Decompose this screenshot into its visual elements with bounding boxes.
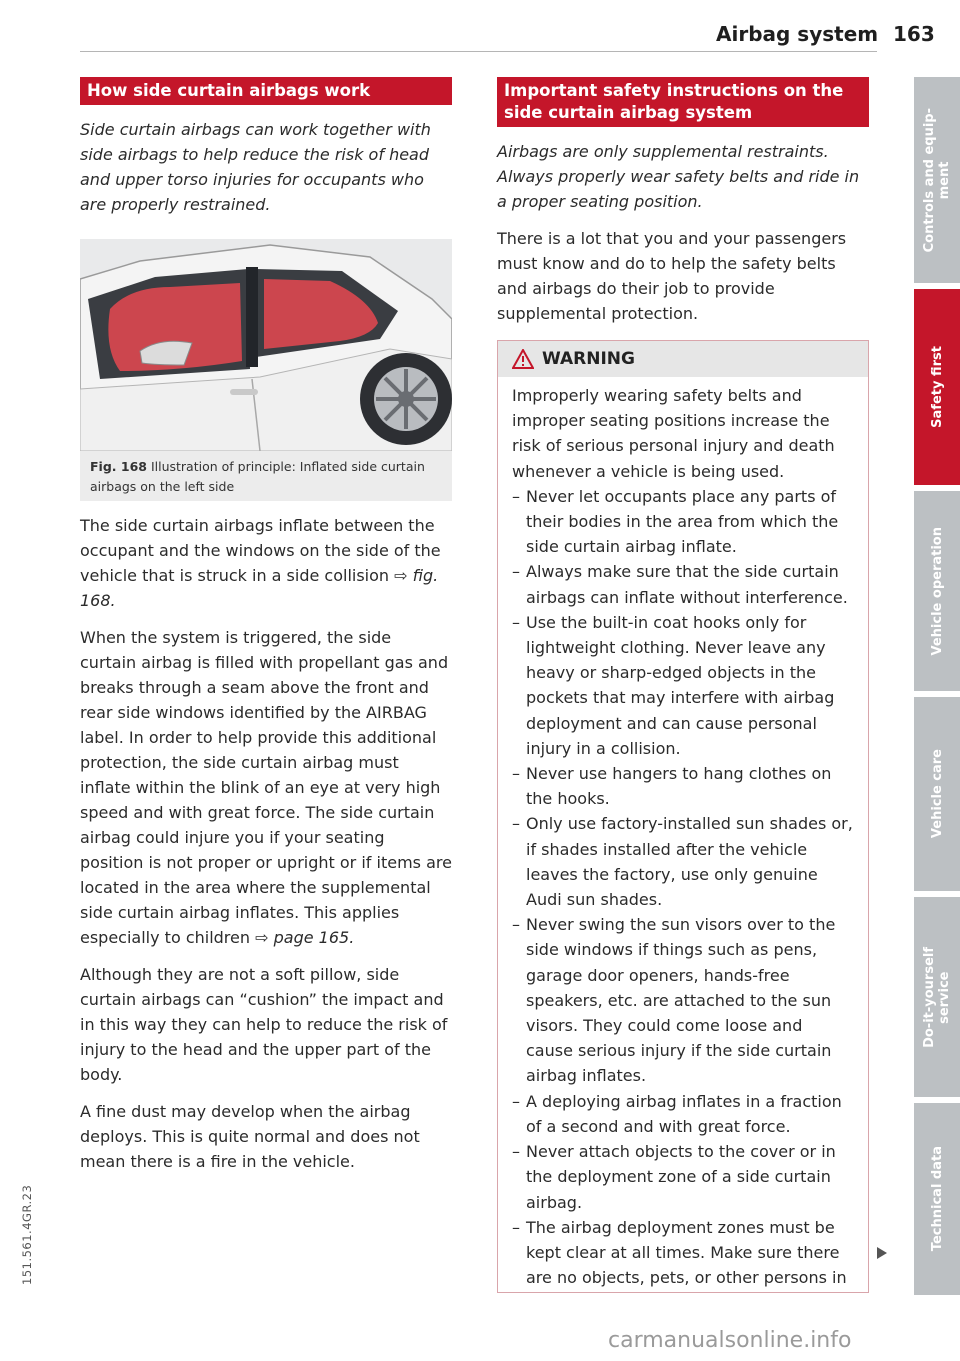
section-lead: Side curtain airbags can work together with side airbags to help reduce the risk of head and upper torso injuries for occupants who are properly restrained. xyxy=(80,120,431,214)
warning-item: – Only use factory-installed sun shades or, if shades installed after the vehicle leaves the factory, use only genuine Audi sun shades. xyxy=(512,811,854,912)
figure-caption-text: Illustration of principle: Inflated side curtain airbags on the left side xyxy=(90,459,425,494)
body-paragraph-2 xyxy=(80,625,452,950)
tab-label: Safety first xyxy=(929,346,945,428)
warning-item: – The airbag deployment zones must be kept clear at all times. Make sure there are no objects, pets, or other persons in xyxy=(512,1215,854,1291)
figure-caption xyxy=(80,451,452,501)
tab-technical-data[interactable] xyxy=(914,1103,960,1295)
watermark: carmanualsonline.info xyxy=(608,1328,852,1353)
page-header-title: Airbag system xyxy=(716,22,879,46)
warning-list xyxy=(512,484,854,1291)
warning-title: WARNING xyxy=(542,349,635,369)
body-paragraph: There is a lot that you and your passengers must know and do to help the safety belts and airbags do their job to provide supplemental protection. xyxy=(497,229,847,323)
warning-item: – Always make sure that the side curtain airbags can inflate without interference. xyxy=(512,559,854,609)
section-heading: How side curtain airbags work xyxy=(80,77,452,105)
body-paragraph-1 xyxy=(80,513,452,613)
document-code: 151.561.4GR.23 xyxy=(20,1184,34,1286)
paragraph-text: When the system is triggered, the side curtain airbag is filled with propellant gas and breaks through a seam above the front and rear side windows identified by the AIRBAG label. In order to help provide this additional protection, the side curtain airbag must inflate within the blink of an eye at very high speed and with great force. The side curtain airbag could injure you if your seating position is not proper or upright or if items are located in the area where the supplemental side curtain airbag inflates. This applies especially to children xyxy=(80,628,452,947)
warning-box xyxy=(497,340,869,1293)
section-heading: Important safety instructions on the side curtain airbag system xyxy=(497,77,869,127)
tab-label: Do-it-yourself service xyxy=(922,946,952,1048)
paragraph-text: The side curtain airbags inflate between the occupant and the windows on the side of the vehicle that is struck in a side collision xyxy=(80,516,441,585)
continue-arrow-icon xyxy=(876,1246,888,1260)
warning-item: – Never let occupants place any parts of their bodies in the area from which the side curtain airbag inflate. xyxy=(512,484,854,560)
body-paragraph-4: A fine dust may develop when the airbag deploys. This is quite normal and does not mean there is a fire in the vehicle. xyxy=(80,1102,420,1171)
body-paragraph-3: Although they are not a soft pillow, side curtain airbags can “cushion” the impact and in this way they can help to reduce the risk of injury to the head and the upper part of the body. xyxy=(80,965,448,1084)
tab-label: Vehicle care xyxy=(929,749,945,839)
tab-label: Vehicle operation xyxy=(929,526,945,656)
left-column xyxy=(80,77,452,1174)
warning-item: – Never attach objects to the cover or in the deployment zone of a side curtain airbag. xyxy=(512,1139,854,1215)
warning-item: – Never swing the sun visors over to the side windows if things such as pens, garage door openers, hands-free speakers, etc. are attached to the sun visors. They could come loose and cause serious injury if the side curtain airbag inflates. xyxy=(512,912,854,1088)
warning-item: – Use the built-in coat hooks only for lightweight clothing. Never leave any heavy or sharp-edged objects in the pockets that may interfere with airbag deployment and can cause personal injury in a collision. xyxy=(512,610,854,761)
page-number: 163 xyxy=(893,22,935,46)
warning-header xyxy=(498,341,868,377)
tab-vehicle-care[interactable] xyxy=(914,697,960,891)
warning-item: – Never use hangers to hang clothes on the hooks. xyxy=(512,761,854,811)
tab-vehicle-operation[interactable] xyxy=(914,491,960,691)
warning-triangle-icon xyxy=(512,349,534,369)
header-rule xyxy=(80,51,877,52)
page-reference-link[interactable]: ⇨ page 165. xyxy=(255,928,355,947)
warning-item: – A deploying airbag inflates in a fraction of a second and with great force. xyxy=(512,1089,854,1139)
tab-safety-first[interactable] xyxy=(914,289,960,485)
right-column xyxy=(497,77,869,1293)
tab-label: Technical data xyxy=(929,1146,945,1252)
car-airbag-illustration xyxy=(80,239,452,451)
warning-body xyxy=(498,377,868,1292)
tab-do-it-yourself-service[interactable] xyxy=(914,897,960,1097)
figure-168 xyxy=(80,239,452,501)
figure-reference-link[interactable]: ⇨ fig. 168. xyxy=(80,566,439,610)
tab-controls-and-equipment[interactable] xyxy=(914,77,960,283)
tab-label: Controls and equip- ment xyxy=(922,107,952,253)
figure-label: Fig. 168 xyxy=(90,459,147,474)
warning-intro: Improperly wearing safety belts and improper seating positions increase the risk of serious personal injury and death whenever a vehicle is being used. xyxy=(512,386,835,481)
section-lead: Airbags are only supplemental restraints. Always properly wear safety belts and ride in a proper seating position. xyxy=(497,142,860,211)
